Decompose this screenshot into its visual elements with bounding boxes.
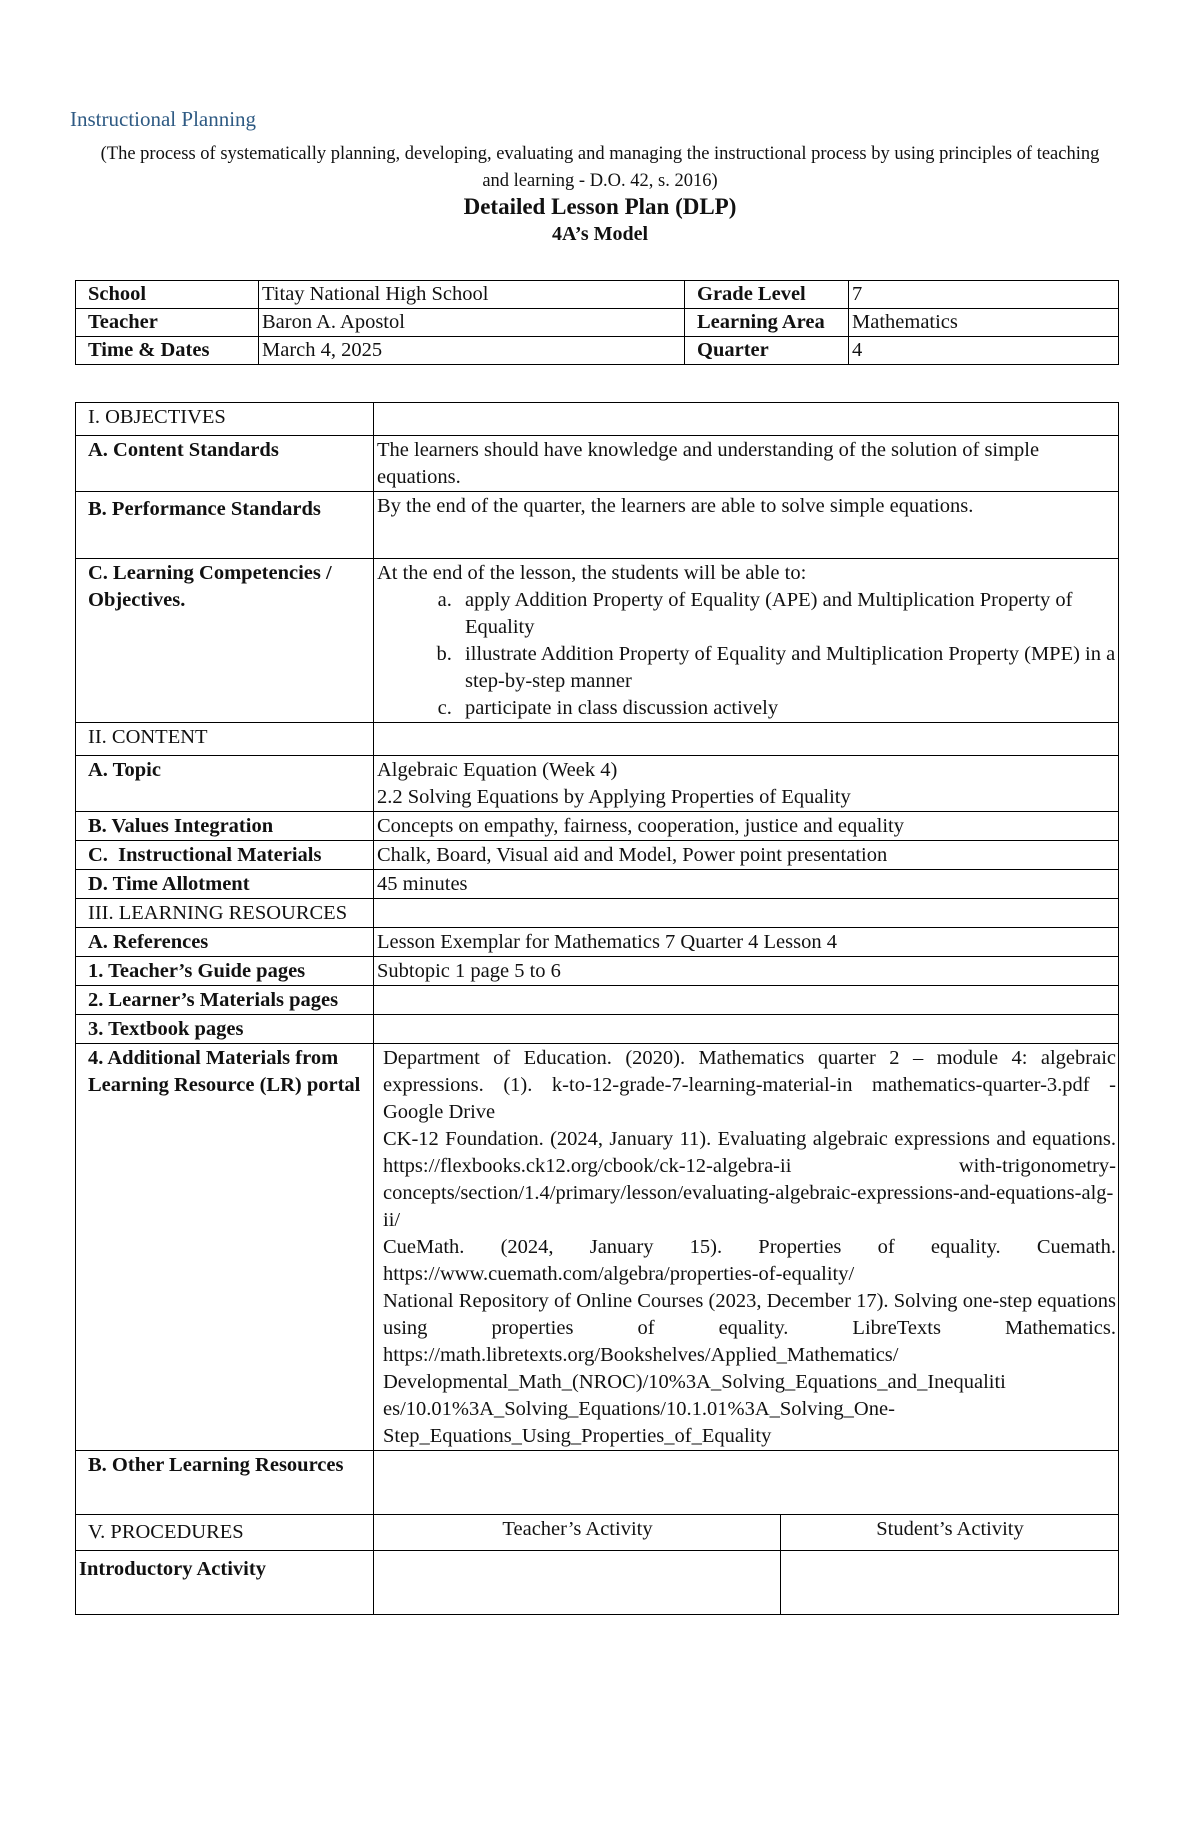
materials-label: C. Instructional Materials: [76, 841, 374, 870]
grade-value: 7: [849, 281, 1119, 309]
list-item: c. participate in class discussion actively: [457, 695, 1116, 722]
student-activity-header: Student’s Activity: [781, 1515, 1119, 1551]
teachers-guide-label: 1. Teacher’s Guide pages: [76, 957, 374, 986]
row-procedures: [76, 1515, 1119, 1551]
performance-standards-value: By the end of the quarter, the learners are able to solve simple equations.: [374, 492, 1119, 559]
row-learning-resources: [76, 899, 1119, 928]
objectives-heading: I. OBJECTIVES: [76, 403, 374, 436]
performance-standards-label: B. Performance Standards: [76, 492, 374, 559]
reference-entry: CueMath. (2024, January 15). Properties of equality. Cuemath. https://www.cuemath.com/algebra/properties-of-equality/: [383, 1236, 1116, 1285]
values-value: Concepts on empathy, fairness, cooperation, justice and equality: [374, 812, 1119, 841]
other-resources-value: [374, 1451, 1119, 1515]
row-teachers-guide: [76, 957, 1119, 986]
row-content: [76, 723, 1119, 756]
competencies-list: [377, 587, 1116, 722]
introductory-teacher-cell: [374, 1551, 781, 1615]
quarter-label: Quarter: [685, 337, 849, 365]
content-value: [374, 723, 1119, 756]
learners-materials-value: [374, 986, 1119, 1015]
area-label: Learning Area: [685, 309, 849, 337]
competencies-intro: At the end of the lesson, the students will be able to:: [377, 562, 807, 584]
info-row-time: [76, 337, 1119, 365]
row-topic: [76, 756, 1119, 812]
row-introductory: [76, 1551, 1119, 1615]
document-title: Detailed Lesson Plan (DLP): [463, 194, 737, 219]
topic-line: 2.2 Solving Equations by Applying Properties of Equality: [377, 786, 851, 808]
topic-line: Algebraic Equation (Week 4): [377, 759, 618, 781]
learners-materials-label: 2. Learner’s Materials pages: [76, 986, 374, 1015]
teachers-guide-value: Subtopic 1 page 5 to 6: [374, 957, 1119, 986]
row-materials: [76, 841, 1119, 870]
content-standards-value: The learners should have knowledge and understanding of the solution of simple equations.: [374, 436, 1119, 492]
intro-text: (The process of systematically planning, developing, evaluating and managing the instructional process by using principles of teaching and learning - D.O. 42, s. 2016): [100, 144, 1100, 191]
additional-materials-label: 4. Additional Materials from Learning Resource (LR) portal: [76, 1044, 374, 1451]
teacher-activity-header: Teacher’s Activity: [374, 1515, 781, 1551]
row-values: [76, 812, 1119, 841]
introductory-student-cell: [781, 1551, 1119, 1615]
learning-resources-heading: III. LEARNING RESOURCES: [76, 899, 374, 928]
info-row-school: [76, 281, 1119, 309]
reference-entry: National Repository of Online Courses (2023, December 17). Solving one-step equations using properties of equality. LibreTexts Mathematics. https://math.libretexts.org/Bookshelves/Applied_Mathematics/ Developmental_Math_(NROC)/10%3A_Solving_Equations_and_Inequaliti es/10.01%3A_Solving_Equations/10.1.01%3A_Solving_One-Step_Equations_Using_Properties_of_Equality: [383, 1290, 1116, 1447]
row-additional-materials: [76, 1044, 1119, 1451]
textbook-value: [374, 1015, 1119, 1044]
other-resources-label: B. Other Learning Resources: [76, 1451, 374, 1515]
row-learners-materials: [76, 986, 1119, 1015]
content-heading: II. CONTENT: [76, 723, 374, 756]
info-row-teacher: [76, 309, 1119, 337]
row-textbook: [76, 1015, 1119, 1044]
references-label: A. References: [76, 928, 374, 957]
row-other-resources: [76, 1451, 1119, 1515]
materials-value: Chalk, Board, Visual aid and Model, Power point presentation: [374, 841, 1119, 870]
quarter-value: 4: [849, 337, 1119, 365]
textbook-label: 3. Textbook pages: [76, 1015, 374, 1044]
row-references: [76, 928, 1119, 957]
header-label: Instructional Planning: [70, 107, 257, 131]
teacher-label: Teacher: [76, 309, 259, 337]
values-label: B. Values Integration: [76, 812, 374, 841]
info-table: [75, 280, 1119, 365]
area-value: Mathematics: [849, 309, 1119, 337]
introductory-label: Introductory Activity: [76, 1551, 374, 1615]
learning-resources-value: [374, 899, 1119, 928]
objectives-value: [374, 403, 1119, 436]
time-dates-value: March 4, 2025: [259, 337, 685, 365]
reference-entry: CK-12 Foundation. (2024, January 11). Evaluating algebraic expressions and equations. https://flexbooks.ck12.org/cbook/ck-12-algebra-ii with-trigonometry-concepts/section/1.4/primary/lesson/evaluating-algebraic-expressions-and-equations-alg-ii/: [383, 1128, 1116, 1231]
time-allotment-label: D. Time Allotment: [76, 870, 374, 899]
references-value: Lesson Exemplar for Mathematics 7 Quarter 4 Lesson 4: [374, 928, 1119, 957]
document-subtitle: 4A’s Model: [551, 223, 649, 245]
content-standards-label: A. Content Standards: [76, 436, 374, 492]
row-time-allotment: [76, 870, 1119, 899]
list-item: a. apply Addition Property of Equality (APE) and Multiplication Property of Equality: [457, 587, 1116, 641]
row-performance-standards: [76, 492, 1119, 559]
school-value: Titay National High School: [259, 281, 685, 309]
list-item: b. illustrate Addition Property of Equality and Multiplication Property (MPE) in a step-by-step manner: [457, 641, 1116, 695]
additional-materials-value: [374, 1044, 1119, 1451]
row-objectives: [76, 403, 1119, 436]
competencies-value: [374, 559, 1119, 723]
school-label: School: [76, 281, 259, 309]
competencies-label: C. Learning Competencies / Objectives.: [76, 559, 374, 723]
lesson-plan-table: [75, 402, 1119, 1615]
row-competencies: [76, 559, 1119, 723]
row-content-standards: [76, 436, 1119, 492]
grade-label: Grade Level: [685, 281, 849, 309]
time-dates-label: Time & Dates: [76, 337, 259, 365]
procedures-heading: V. PROCEDURES: [76, 1515, 374, 1551]
reference-entry: Department of Education. (2020). Mathematics quarter 2 – module 4: algebraic expressions. (1). k-to-12-grade-7-learning-material-in mathematics-quarter-3.pdf - Google Drive: [383, 1047, 1116, 1123]
time-allotment-value: 45 minutes: [374, 870, 1119, 899]
topic-value: [374, 756, 1119, 812]
teacher-value: Baron A. Apostol: [259, 309, 685, 337]
topic-label: A. Topic: [76, 756, 374, 812]
